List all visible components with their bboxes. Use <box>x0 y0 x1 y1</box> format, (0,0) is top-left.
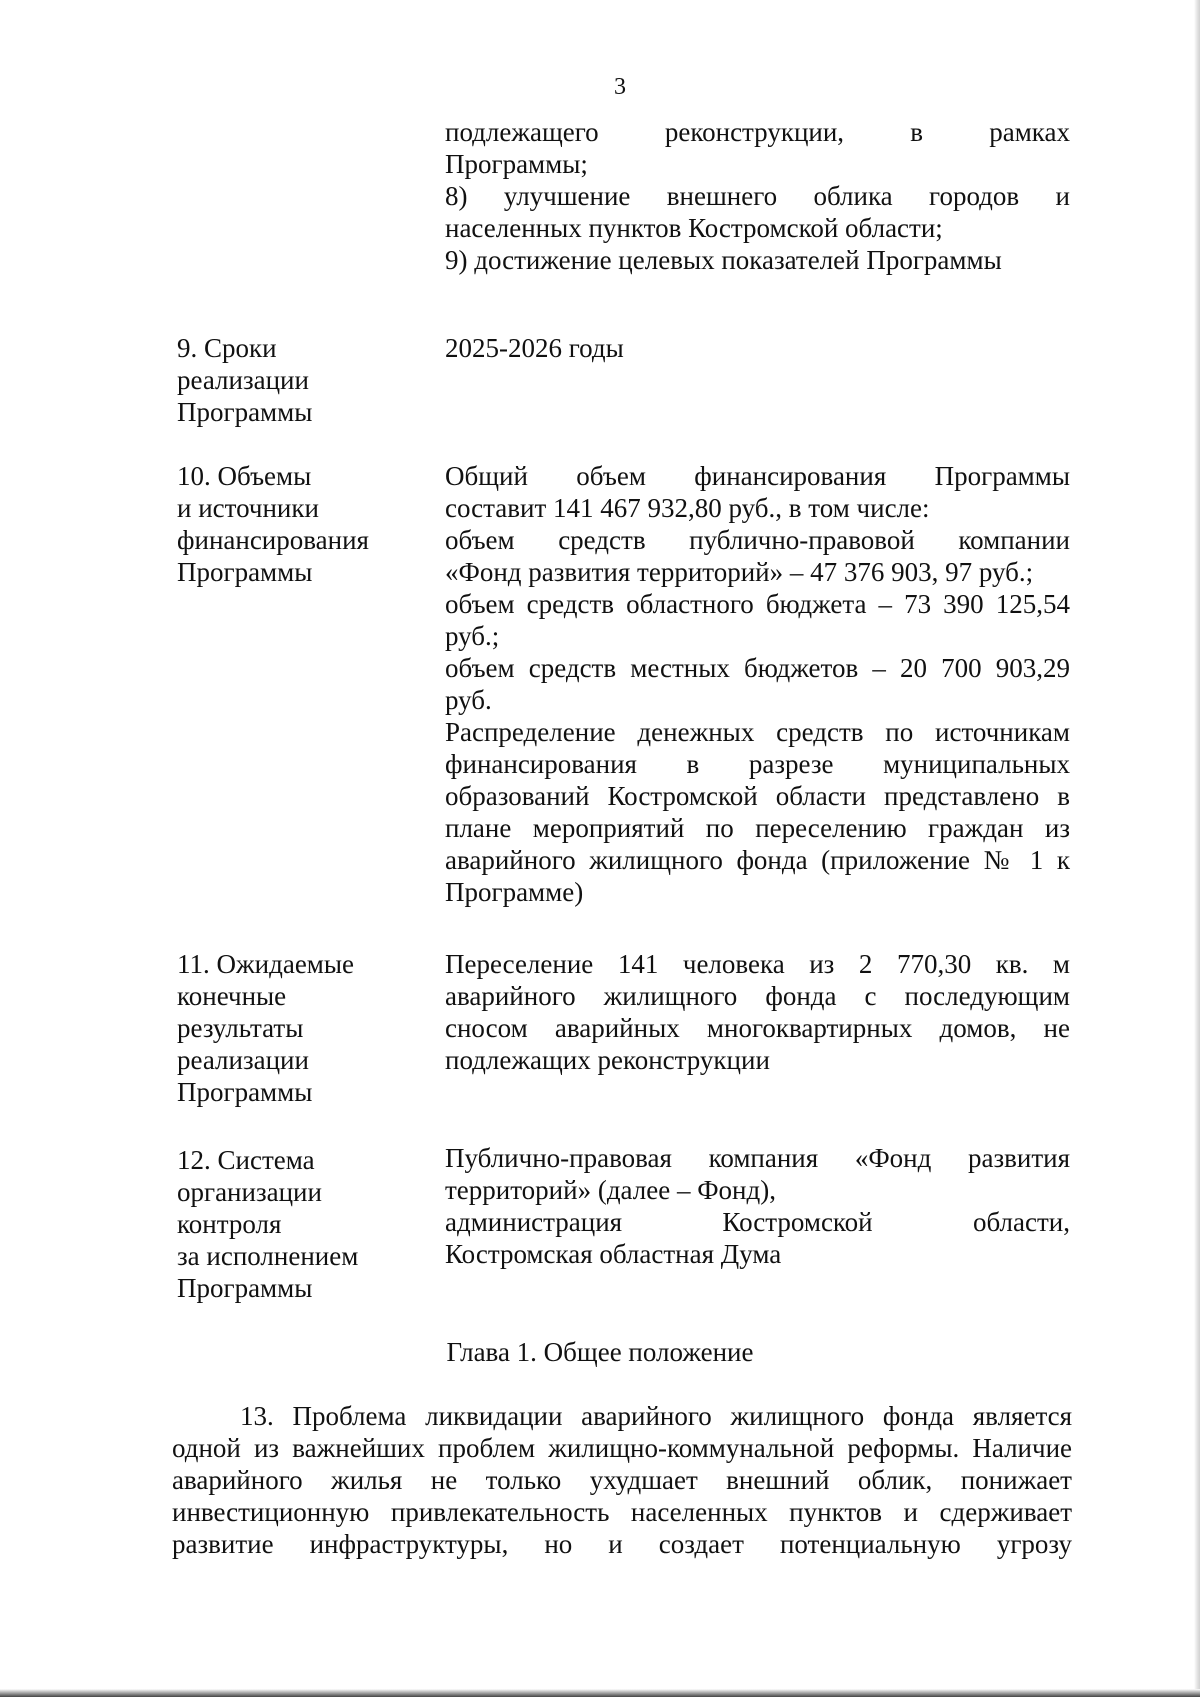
label-line: за исполнением <box>177 1241 359 1271</box>
text-line: администрация Костромской области, <box>445 1207 1070 1237</box>
paragraph-line: аварийного жилья не только ухудшает внешний облик, понижает <box>172 1465 1072 1495</box>
label-line: и источники <box>177 493 319 523</box>
text-line: Публично-правовая компания «Фонд развития <box>445 1143 1070 1173</box>
label-line: 12. Система <box>177 1145 315 1175</box>
text-line: Общий объем финансирования Программы <box>445 461 1070 491</box>
label-line: конечные <box>177 981 287 1011</box>
label-line: результаты <box>177 1013 304 1043</box>
text-line: объем средств областного бюджета – 73 390 125,54 <box>445 589 1070 619</box>
label-line: Программы <box>177 1273 313 1303</box>
text-line: «Фонд развития территорий» – 47 376 903, 97 руб.; <box>445 557 1034 587</box>
text-line: составит 141 467 932,80 руб., в том числе: <box>445 493 930 523</box>
label-line: 9. Сроки <box>177 333 277 363</box>
page-edge-bottom <box>0 1689 1200 1697</box>
text-line: руб.; <box>445 621 500 651</box>
chapter-title: Глава 1. Общее положение <box>446 1337 754 1367</box>
text-line: населенных пунктов Костромской области; <box>445 213 943 243</box>
label-line: Программы <box>177 557 313 587</box>
section11-value <box>445 948 1070 1076</box>
label-line: реализации <box>177 365 309 395</box>
text-line: Костромская областная Дума <box>445 1239 782 1269</box>
label-line: 11. Ожидаемые <box>177 949 355 979</box>
paragraph-line: развитие инфраструктуры, но и создает потенциальную угрозу <box>172 1529 1072 1559</box>
text-line: образований Костромской области представлено в <box>445 781 1070 811</box>
label-line: контроля <box>177 1209 282 1239</box>
text-line: плане мероприятий по переселению граждан из <box>445 813 1070 843</box>
page-edge-right <box>1194 0 1200 1697</box>
text-line: финансирования в разрезе муниципальных <box>445 749 1070 779</box>
section12-value <box>445 1142 1070 1270</box>
text-line: подлежащих реконструкции <box>445 1045 770 1075</box>
label-line: Программы <box>177 1077 313 1107</box>
section8-continuation <box>445 116 1070 276</box>
text-line: руб. <box>445 685 492 715</box>
text-line: 2025-2026 годы <box>445 333 624 363</box>
section9-label <box>177 332 417 428</box>
text-line: аварийного жилищного фонда с последующим <box>445 981 1070 1011</box>
text-line: Переселение 141 человека из 2 770,30 кв. м <box>445 949 1070 979</box>
section11-label <box>177 948 417 1108</box>
text-line: 9) достижение целевых показателей Программы <box>445 245 1002 275</box>
paragraph-line: инвестиционную привлекательность населенных пунктов и сдерживает <box>172 1497 1072 1527</box>
section10-label <box>177 460 417 588</box>
section9-value <box>445 332 1070 364</box>
text-line: Программы; <box>445 149 588 179</box>
paragraph-line: одной из важнейших проблем жилищно-коммунальной реформы. Наличие <box>172 1433 1072 1463</box>
text-line: территорий» (далее – Фонд), <box>445 1175 776 1205</box>
page-number: 3 <box>614 74 626 100</box>
label-line: организации <box>177 1177 322 1207</box>
text-line: объем средств местных бюджетов – 20 700 903,29 <box>445 653 1070 683</box>
section12-label <box>177 1144 417 1304</box>
paragraph-line: 13. Проблема ликвидации аварийного жилищного фонда является <box>240 1401 1072 1431</box>
text-line: объем средств публично-правовой компании <box>445 525 1070 555</box>
text-line: 8) улучшение внешнего облика городов и <box>445 181 1070 211</box>
label-line: реализации <box>177 1045 309 1075</box>
text-line: сносом аварийных многоквартирных домов, не <box>445 1013 1070 1043</box>
text-line: аварийного жилищного фонда (приложение № 1 к <box>445 845 1070 875</box>
text-line: подлежащего реконструкции, в рамках <box>445 117 1070 147</box>
label-line: 10. Объемы <box>177 461 312 491</box>
text-line: Распределение денежных средств по источникам <box>445 717 1070 747</box>
section10-value <box>445 460 1070 908</box>
text-line: Программе) <box>445 877 584 907</box>
label-line: Программы <box>177 397 313 427</box>
label-line: финансирования <box>177 525 369 555</box>
